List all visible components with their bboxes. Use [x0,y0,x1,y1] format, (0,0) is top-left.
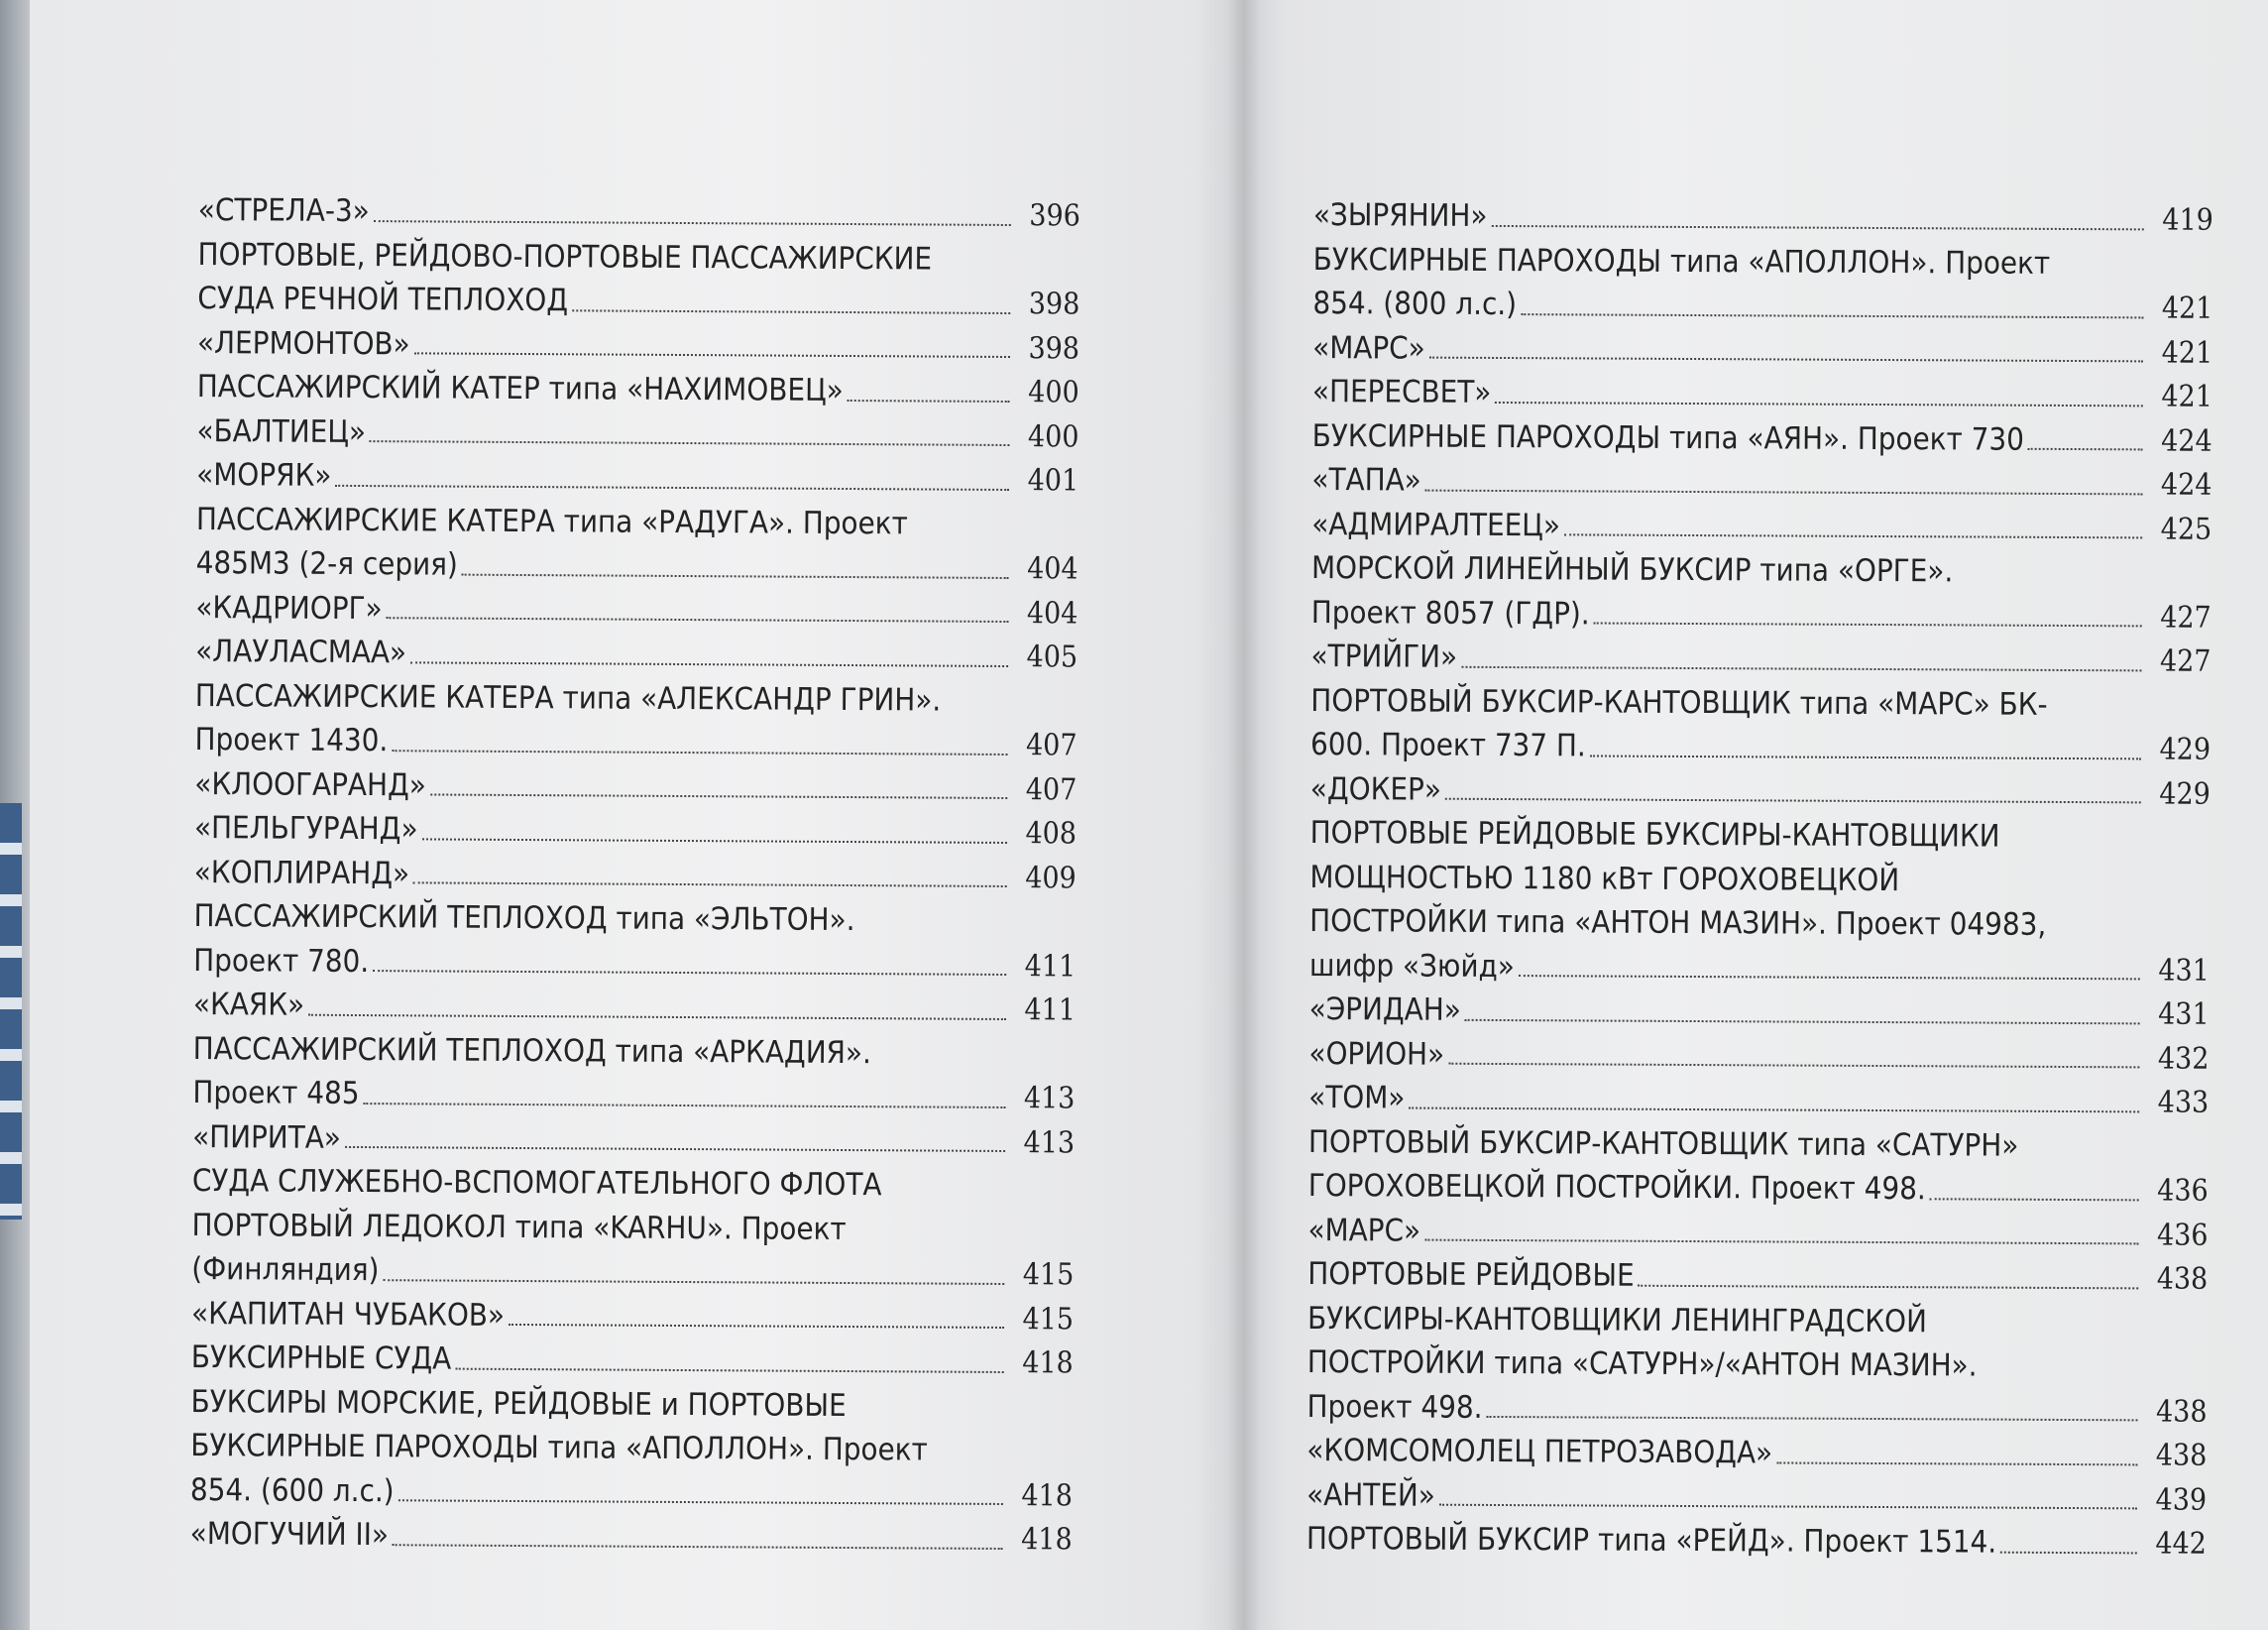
toc-entry [1312,325,2212,374]
toc-entry [196,497,1079,590]
dot-leader [392,750,1007,756]
toc-entry-title: ПАССАЖИРСКИЙ ТЕПЛОХОД типа «ЭЛЬТОН». [193,897,855,939]
toc-page-number: 413 [1023,1124,1076,1160]
toc-page-number: 436 [2157,1173,2209,1209]
dot-leader [1429,357,2143,363]
toc-entry [1313,193,2213,242]
toc-entry [1309,988,2210,1036]
toc-page-number: 431 [2158,952,2211,989]
toc-entry [1311,502,2211,550]
toc-entry-last-line [194,850,1077,899]
toc-entry-title: 600. Проект 737 П. [1309,726,1586,764]
toc-page-number: 439 [2155,1481,2208,1518]
toc-entry-last-line [1310,766,2211,815]
toc-entry [191,1159,1075,1297]
toc-entry-line [1310,811,2211,860]
toc-entry-title: СУДА РЕЧНОЙ ТЕПЛОХОД [197,280,569,319]
toc-entry-last-line [1306,1384,2207,1433]
toc-entry-title: «ЗЫРЯНИН» [1312,196,1488,234]
toc-page-number: 396 [1029,198,1080,234]
toc-entry [194,806,1077,856]
dot-leader [1564,533,2142,538]
toc-page-number: 421 [2161,334,2213,371]
dot-leader [1439,1504,2137,1510]
toc-entry-last-line [195,630,1077,679]
toc-page-number: 438 [2156,1261,2209,1297]
toc-entry [1308,1031,2209,1080]
toc-entry-last-line [195,585,1077,635]
toc-page-number: 398 [1028,287,1080,322]
toc-page-number: 398 [1028,330,1080,366]
toc-entry-title: шифр «Зюйд» [1308,947,1515,985]
toc-entry-last-line [192,1071,1075,1120]
toc-entry-title: Проект 1430. [194,721,389,759]
toc-entry-title: «МАРС» [1307,1212,1421,1249]
toc-entry [192,1114,1075,1164]
dot-leader [1461,665,2141,671]
toc-entry-title: ПОРТОВЫЕ РЕЙДОВЫЕ БУКСИРЫ-КАНТОВЩИКИ [1309,814,2000,855]
toc-entry-last-line [1311,502,2211,550]
background-object [0,803,22,1220]
dot-leader [413,881,1007,887]
toc-entry-title: «ПИРИТА» [192,1118,341,1156]
toc-entry-last-line [197,277,1079,326]
toc-entry-last-line [191,1291,1074,1340]
toc-entry-title: «ПЕЛЬГУРАНД» [193,809,418,848]
dot-leader [1590,755,2141,759]
toc-page-number: 427 [2160,599,2211,636]
toc-entry [191,1336,1074,1385]
toc-entry-last-line [196,541,1078,591]
toc-entry-title: «АДМИРАЛТЕЕЦ» [1311,506,1561,543]
toc-entry-line [1309,855,2210,903]
toc-entry [196,453,1078,503]
toc-entry-title: «КАДРИОРГ» [195,589,383,627]
toc-entry-line [1307,1296,2208,1344]
toc-entry [196,408,1078,458]
dot-leader [1930,1198,2139,1201]
toc-page-number: 424 [2160,467,2212,503]
toc-entry-title: «МАРС» [1312,329,1425,367]
toc-entry [1306,1429,2207,1477]
toc-page-number: 436 [2156,1217,2209,1253]
toc-entry-title: ПОРТОВЫЕ РЕЙДОВЫЕ [1307,1255,1635,1294]
toc-entry-last-line [1306,1429,2207,1477]
toc-entry-title: МОРСКОЙ ЛИНЕЙНЫЙ БУКСИР типа «ОРГЕ». [1310,549,1954,590]
toc-entry-title: ПАССАЖИРСКИЙ КАТЕР типа «НАХИМОВЕЦ» [196,368,844,408]
toc-page-number: 400 [1027,418,1079,454]
toc-page-number: 418 [1021,1522,1073,1558]
toc-entry-title: ПОРТОВЫЕ, РЕЙДОВО-ПОРТОВЫЕ ПАССАЖИРСКИЕ [197,236,933,278]
toc-entry-title: «ЛАУЛАСМАА» [195,633,407,671]
toc-entry-title: МОЩНОСТЬЮ 1180 кВт ГОРОХОВЕЦКОЙ [1309,859,1900,898]
toc-entry-title: «КЛООГАРАНД» [194,765,426,803]
toc-entry-line [192,1159,1075,1209]
dot-leader [1491,224,2143,229]
toc-entry-last-line [1308,1076,2209,1124]
toc-entry-title: ПОРТОВЫЙ БУКСИР-КАНТОВЩИК типа «МАРС» БК- [1310,682,2048,723]
dot-leader [430,793,1007,799]
toc-entry-title: БУКСИРНЫЕ ПАРОХОДЫ типа «АПОЛЛОН». Проект [190,1427,928,1468]
toc-entry-title: ПОСТРОЙКИ типа «САТУРН»/«АНТОН МАЗИН». [1306,1343,1978,1384]
dot-leader [370,440,1010,446]
toc-entry [1311,458,2211,507]
dot-leader [572,309,1010,314]
toc-page-number: 431 [2158,996,2210,1032]
toc-entry [1306,1517,2207,1566]
toc-entry-title: «МОРЯК» [196,456,332,494]
toc-page-number: 409 [1025,860,1077,895]
toc-entry-title: «ОРИОН» [1308,1035,1445,1073]
dot-leader [422,838,1007,844]
toc-entry-title: ПОСТРОЙКИ типа «АНТОН МАЗИН». Проект 04983, [1309,902,2047,943]
toc-page-number: 408 [1025,816,1077,852]
toc-entry [1310,678,2211,771]
toc-entry-title: ГОРОХОВЕЦКОЙ ПОСТРОЙКИ. Проект 498. [1307,1167,1926,1208]
toc-entry-last-line [1312,413,2212,462]
toc-entry-line [1311,546,2211,595]
toc-entry-title: БУКСИРНЫЕ ПАРОХОДЫ типа «АПОЛЛОН». Проект [1312,241,2051,282]
toc-entry-last-line [1313,193,2213,242]
dot-leader [398,1499,1003,1505]
dot-leader [2028,448,2143,451]
toc-entry-last-line [196,408,1078,458]
dot-leader [1445,798,2141,804]
toc-entry-last-line [197,320,1079,370]
toc-entry [198,188,1080,238]
toc-page-number: 405 [1026,640,1078,675]
toc-entry-line [1313,237,2213,286]
dot-leader [1409,1106,2139,1112]
toc-entry [1310,766,2211,815]
toc-entry [1307,1252,2208,1301]
toc-entry [1312,413,2212,462]
toc-page-number: 419 [2162,202,2213,238]
toc-entry-title: «ЭРИДАН» [1308,990,1461,1028]
dot-leader [1639,1284,2139,1289]
toc-entry-last-line [193,983,1076,1032]
toc-entry-last-line [191,1247,1074,1297]
toc-entry-title: ПАССАЖИРСКИЙ ТЕПЛОХОД типа «АРКАДИЯ». [192,1030,872,1071]
toc-page-number: 432 [2157,1040,2210,1077]
toc-entry-last-line [1309,988,2210,1036]
dot-leader [383,1279,1004,1285]
toc-entry-last-line [1307,1208,2208,1256]
toc-entry-last-line [1306,1472,2207,1521]
toc-entry-line [190,1379,1073,1429]
toc-entry-title: «КАЯК» [192,986,305,1023]
toc-entry-title: БУКСИРЫ-КАНТОВЩИКИ ЛЕНИНГРАДСКОЙ [1306,1300,1927,1339]
toc-entry-title: (Финляндия) [191,1250,380,1289]
toc-page-number: 418 [1021,1477,1074,1513]
toc-entry-title: 485М3 (2-я серия) [195,544,458,583]
toc-entry [1312,237,2212,330]
dot-leader [462,573,1009,578]
toc-entry-last-line [197,365,1079,414]
toc-entry-title: ПОРТОВЫЙ БУКСИР-КАНТОВЩИК типа «САТУРН» [1307,1123,2019,1164]
toc-entry [1308,1076,2209,1124]
toc-entry-title: «МОГУЧИЙ II» [189,1515,390,1554]
toc-page-number: 429 [2159,732,2211,767]
toc-entry-title: ПОРТОВЫЙ ЛЕДОКОЛ типа «KARHU». Проект [191,1207,847,1247]
toc-page-number: 421 [2161,379,2213,414]
toc-entry-last-line [193,938,1076,988]
dot-leader [1776,1461,2137,1465]
dot-leader [1486,1416,2137,1421]
toc-entry-title: 854. (600 л.с.) [189,1471,395,1509]
toc-entry-last-line [1311,590,2211,639]
toc-entry [195,630,1077,679]
toc-page-number: 433 [2157,1085,2210,1120]
toc-entry-last-line [192,1114,1075,1164]
toc-entry-last-line [1306,1517,2207,1566]
toc-entry-title: Проект 780. [193,942,370,980]
toc-entry [197,365,1079,414]
toc-entry-last-line [198,188,1080,238]
toc-entry-title: БУКСИРЫ МОРСКИЕ, РЕЙДОВЫЕ и ПОРТОВЫЕ [190,1383,847,1424]
toc-page-number: 401 [1027,463,1079,499]
toc-page-number: 404 [1026,595,1078,631]
dot-leader [1495,401,2143,406]
toc-entry-title: ПАССАЖИРСКИЕ КАТЕРА типа «АЛЕКСАНДР ГРИН». [194,677,942,719]
toc-column-left [190,188,1080,1562]
toc-entry-title: «КАПИТАН ЧУБАКОВ» [190,1295,506,1334]
toc-page-number: 415 [1022,1257,1075,1293]
toc-page-number: 407 [1025,771,1077,807]
dot-leader [1519,975,2140,980]
toc-entry-title: «ЛЕРМОНТОВ» [196,324,410,362]
toc-entry-line [193,894,1076,944]
dot-leader [509,1324,1004,1329]
toc-entry-title: «ТОМ» [1308,1079,1406,1116]
toc-entry-title: «ТРИЙГИ» [1310,638,1458,675]
toc-entry-last-line [1312,370,2212,418]
toc-entry-last-line [1310,723,2211,771]
toc-entry-title: «СТРЕЛА-3» [197,191,370,230]
dot-leader [335,484,1009,490]
dot-leader [393,1544,1003,1550]
toc-entry-line [193,1026,1076,1076]
toc-page-number: 411 [1024,948,1077,984]
toc-entry-title: 854. (800 л.с.) [1312,285,1518,323]
toc-entry [1307,1208,2208,1256]
toc-page-number: 415 [1022,1301,1075,1337]
toc-entry-title: «ДОКЕР» [1309,770,1442,808]
toc-page-number: 418 [1022,1345,1074,1381]
dot-leader [410,661,1008,667]
toc-entry-title: «КОМСОМОЛЕЦ ПЕТРОЗАВОДА» [1306,1432,1773,1471]
dot-leader [1594,622,2142,627]
toc-entry [194,850,1077,899]
toc-page-number: 407 [1025,728,1077,763]
toc-entry-last-line [1312,325,2212,374]
dot-leader [374,220,1011,226]
toc-page-number: 411 [1024,992,1077,1028]
toc-page-number: 424 [2161,422,2212,459]
toc-page-number: 400 [1028,375,1079,410]
toc-entry [190,1512,1073,1562]
toc-entry-line [191,1203,1074,1252]
toc-entry [191,1291,1074,1340]
toc-entry-last-line [1311,458,2211,507]
toc-entry-line [1308,1119,2209,1168]
toc-entry-last-line [1312,282,2212,330]
toc-entry [190,1379,1074,1517]
toc-entry [197,320,1079,370]
dot-leader [2000,1551,2137,1554]
toc-entry [193,983,1076,1032]
dot-leader [1424,1239,2138,1245]
dot-leader [1465,1018,2140,1024]
toc-entry-last-line [194,718,1077,767]
dot-leader [1425,489,2143,495]
dot-leader [1521,313,2143,318]
toc-entry-title: «БАЛТИЕЦ» [196,412,367,450]
dot-leader [848,400,1010,403]
toc-column-right [1306,193,2213,1566]
toc-entry-title: «АНТЕЙ» [1306,1476,1435,1514]
dot-leader [414,352,1010,358]
toc-entry-last-line [190,1467,1073,1517]
toc-entry-last-line [194,806,1077,856]
toc-entry [195,585,1077,635]
dot-leader [345,1146,1005,1152]
toc-entry-last-line [191,1336,1074,1385]
toc-entry-last-line [1307,1252,2208,1301]
toc-entry-title: «КОПЛИРАНД» [193,854,410,891]
toc-entry [1309,811,2211,992]
dot-leader [1448,1063,2139,1069]
toc-page-number: 425 [2160,511,2212,547]
toc-page-number: 404 [1027,551,1078,587]
toc-entry [194,673,1077,766]
toc-entry-last-line [1310,635,2211,683]
toc-entry-title: Проект 485 [192,1074,360,1112]
toc-entry [1306,1472,2207,1521]
book-gutter [1227,0,1261,1630]
toc-entry [1312,370,2212,418]
toc-entry-title: «ТАПА» [1311,461,1421,499]
dot-leader [455,1367,1003,1372]
toc-entry-title: ПАССАЖИРСКИЕ КАТЕРА типа «РАДУГА». Проект [195,501,908,541]
toc-page-number: 438 [2155,1438,2208,1473]
toc-entry-last-line [190,1512,1073,1562]
toc-entry [197,232,1080,325]
toc-entry [1311,546,2211,640]
toc-entry-line [196,497,1078,546]
toc-entry-last-line [196,453,1078,503]
toc-page-number: 413 [1023,1081,1076,1116]
toc-entry-last-line [1309,943,2210,991]
toc-entry [194,761,1077,811]
toc-entry-line [1310,678,2211,727]
dot-leader [308,1013,1006,1019]
toc-page-number: 438 [2155,1393,2208,1430]
dot-leader [363,1103,1005,1108]
toc-entry [193,894,1077,988]
toc-entry-line [1309,899,2210,948]
toc-entry-last-line [1308,1031,2209,1080]
toc-entry-line [1307,1340,2208,1389]
toc-entry [1310,635,2211,683]
toc-entry-title: Проект 8057 (ГДР). [1310,594,1590,632]
toc-entry-last-line [1308,1164,2209,1213]
toc-entry-line [195,673,1077,723]
toc-entry-line [197,232,1079,282]
toc-page-number: 421 [2161,291,2213,326]
dot-leader [373,970,1006,976]
dot-leader [387,617,1009,623]
toc-entry-line [190,1424,1073,1473]
toc-page-number: 427 [2159,643,2211,679]
toc-entry-title: Проект 498. [1306,1388,1483,1426]
toc-page-number: 429 [2159,775,2211,812]
toc-entry-title: БУКСИРНЫЕ СУДА [190,1339,452,1377]
toc-entry [192,1026,1076,1119]
toc-entry [1306,1296,2208,1433]
toc-entry-title: ПОРТОВЫЙ БУКСИР типа «РЕЙД». Проект 1514. [1305,1520,1997,1561]
toc-entry-title: СУДА СЛУЖЕБНО-ВСПОМОГАТЕЛЬНОГО ФЛОТА [191,1162,882,1204]
toc-entry-title: «ПЕРЕСВЕТ» [1311,373,1492,410]
toc-entry-last-line [194,761,1077,811]
toc-entry-title: БУКСИРНЫЕ ПАРОХОДЫ типа «АЯН». Проект 730 [1311,417,2024,458]
toc-entry [1308,1119,2209,1213]
toc-page-number: 442 [2155,1526,2207,1562]
